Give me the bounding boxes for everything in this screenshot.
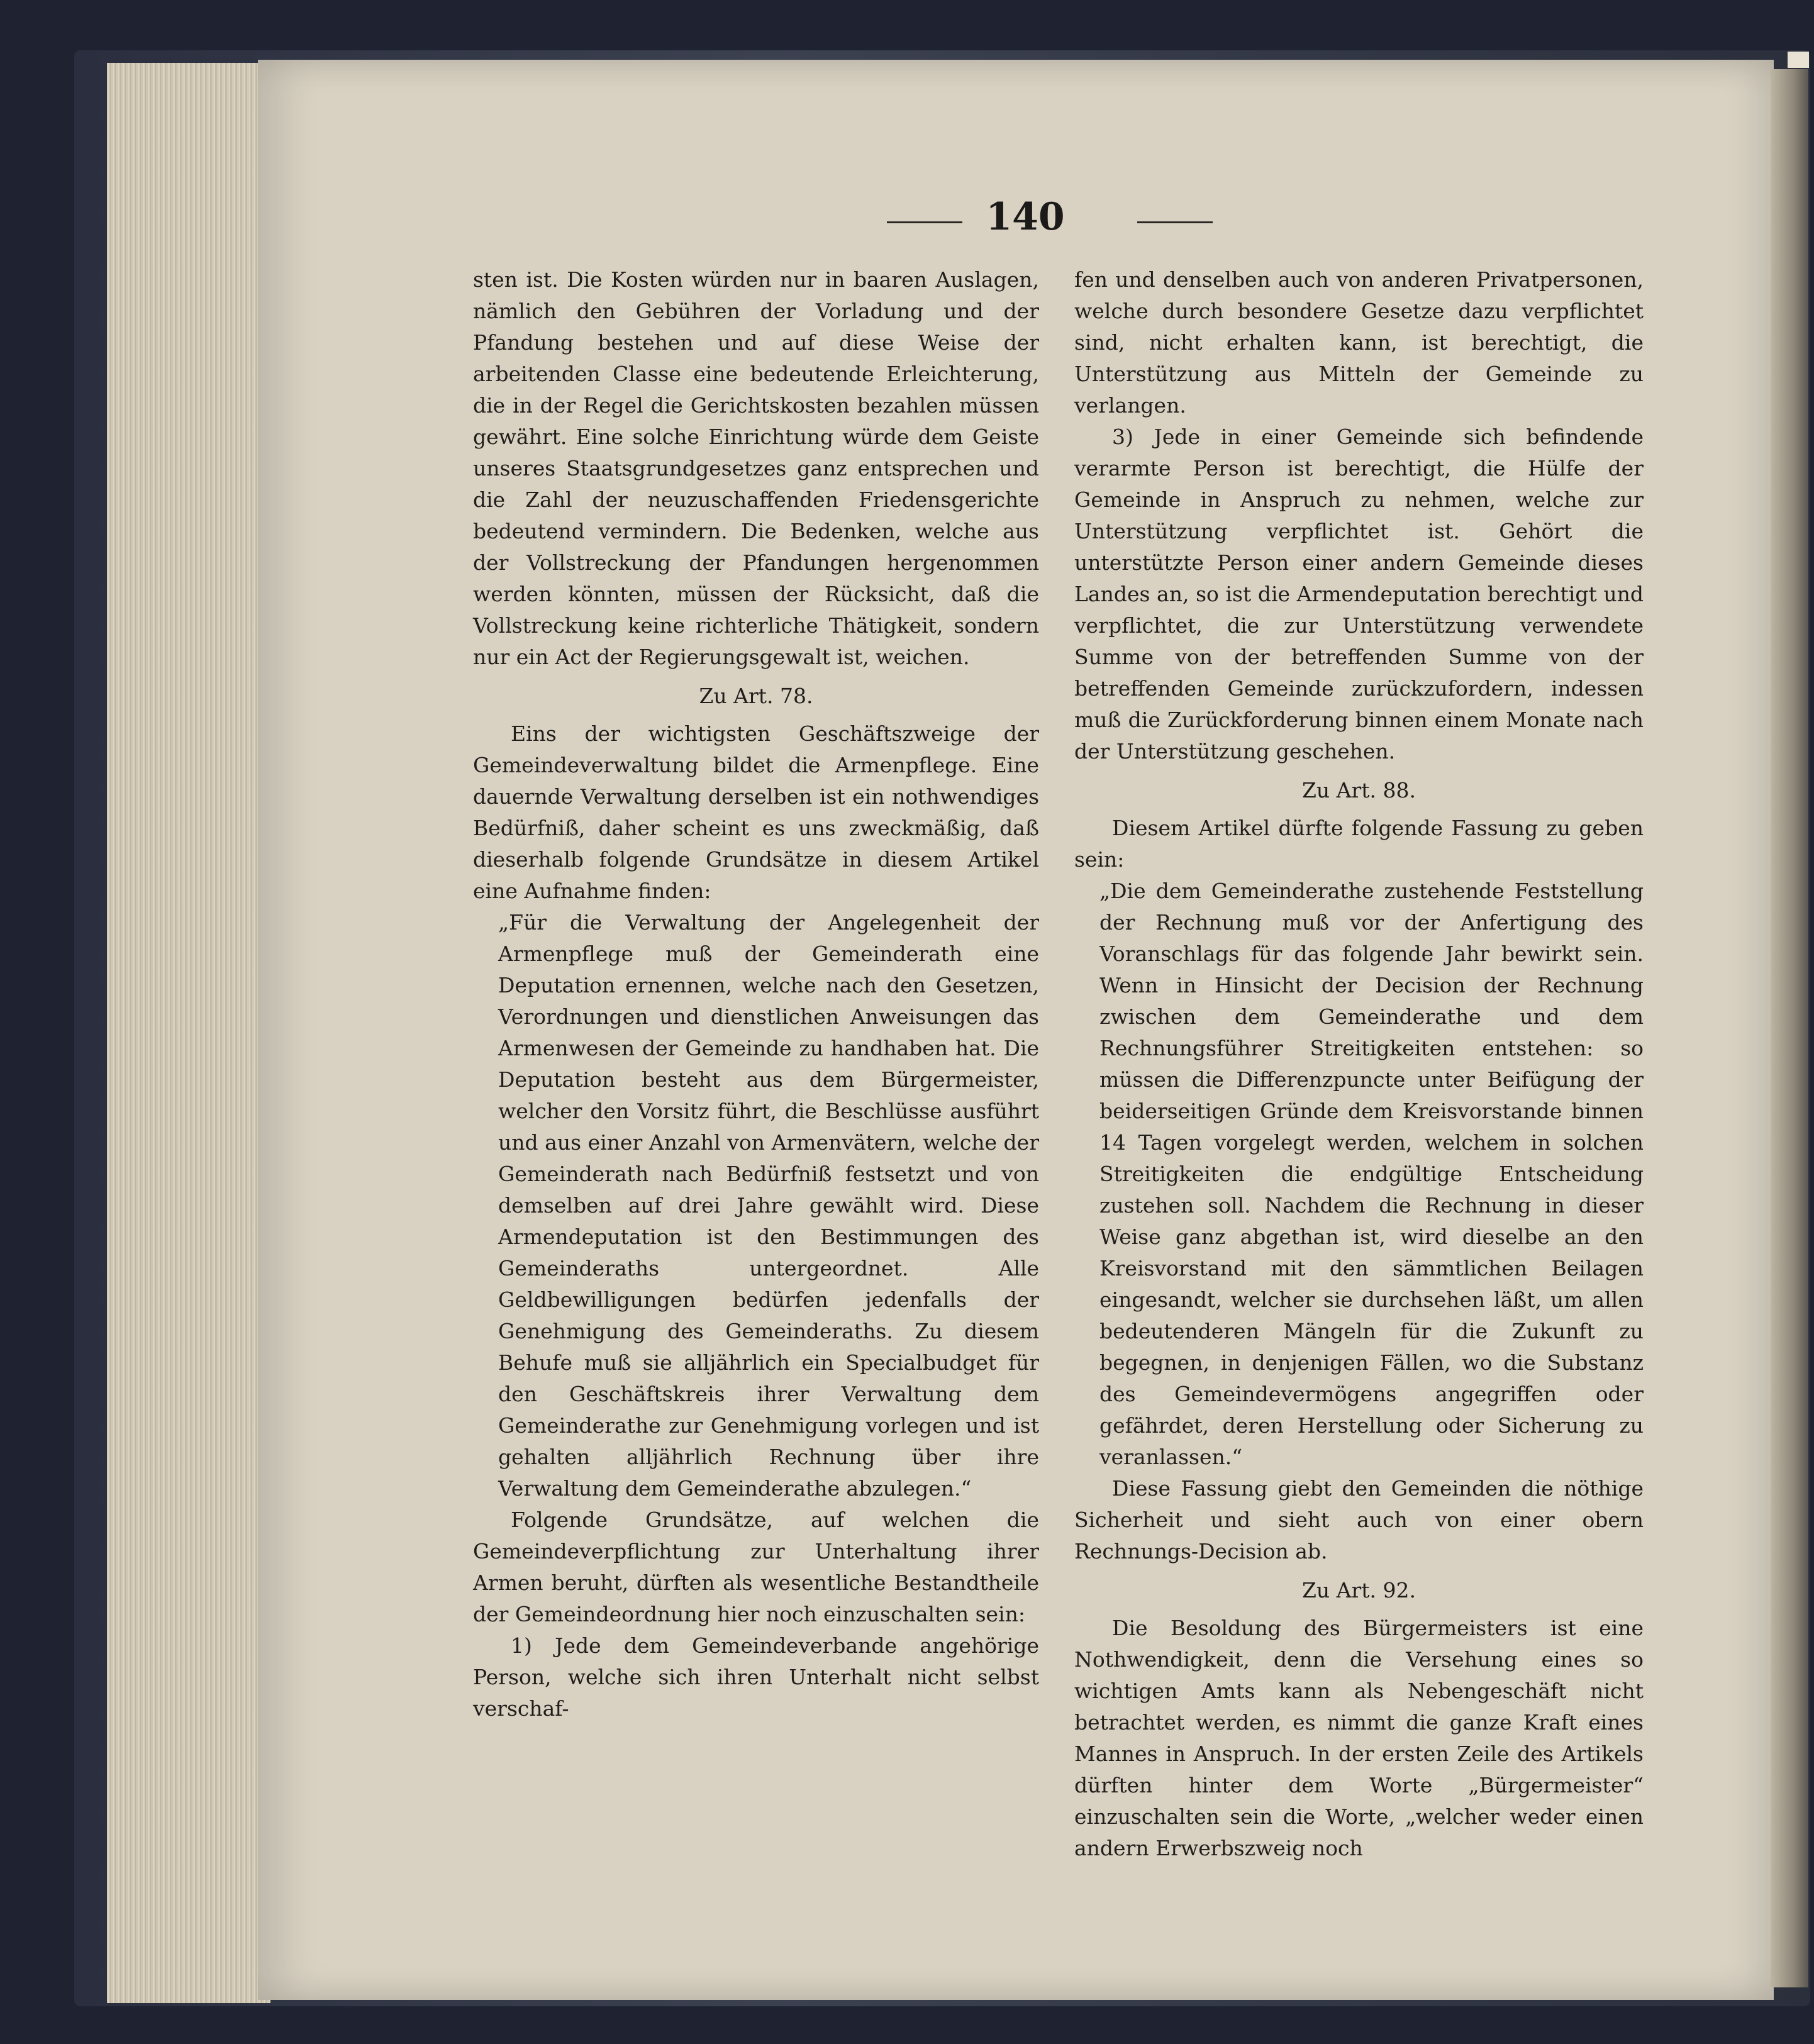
quoted-provision: „Für die Verwaltung der Angelegenheit der Armenpflege muß der Gemeinderath eine Deputation ernennen, welche nach den Gesetzen, Verordnungen und dienstlichen Anweisungen das Armenwesen der Gemeinde zu handhaben hat. Die Deputation besteht aus dem Bürgermeister, welcher den Vorsitz führt, die Beschlüsse ausführt und aus einer Anzahl von Armenvätern, welche der Gemeinderath nach Bedürfniß festsetzt und von demselben auf drei Jahre gewählt wird. Diese Armendeputation ist den Bestimmungen des Gemeinderaths untergeordnet. Alle Geldbewilligungen bedürfen jedenfalls der Genehmigung des Gemeinderaths. Zu diesem Behufe muß sie alljährlich ein Specialbudget für den Geschäftskreis ihrer Verwaltung dem Gemeinderathe zur Genehmigung vorlegen und ist gehalten alljährlich Rechnung über ihre Verwaltung dem Gemeinderathe abzulegen.“ [498,910,1039,1501]
paragraph: Die Besoldung des Bürgermeisters ist eine Nothwendigkeit, denn die Versehung eines so wichtigen Amts kann als Nebengeschäft nicht betrachtet werden, es nimmt die ganze Kraft eines Mannes in Anspruch. In der ersten Zeile des Artikels dürften hinter dem Worte „Bürgermeister“ einzuschalten sein die Worte, „welcher weder einen andern Erwerbszweig noch [1074,1616,1644,1860]
header-rule-left [887,221,962,223]
section-heading: Zu Art. 88. [1301,778,1416,803]
paragraph: Diesem Artikel dürfte folgende Fassung zu geben sein: [1074,816,1644,872]
paragraph: sten ist. Die Kosten würden nur in baaren Auslagen, nämlich den Gebühren der Vorladung und der Pfandung bestehen und auf diese Weise der arbeitenden Classe eine bedeutende Erleichterung, die in der Regel die Gerichtskosten bezahlen müssen gewährt. Eine solche Einrichtung würde dem Geiste unseres Staatsgrundgesetzes ganz entsprechen und die Zahl der neuzuschaffenden Friedensgerichte bedeutend vermindern. Die Bedenken, welche aus der Vollstreckung der Pfandungen hergenommen werden könnten, müssen der Rücksicht, daß die Vollstreckung keine richterliche Thätigkeit, sondern nur ein Act der Regierungsgewalt ist, weichen. [473,267,1039,669]
paragraph: Folgende Grundsätze, auf welchen die Gemeindeverpflichtung zur Unterhaltung ihrer Armen beruht, dürften als wesentliche Bestandtheile der Gemeindeordnung hier noch einzuschalten sein: [473,1508,1039,1626]
corner-tab [1788,52,1809,68]
page-edges-left [107,63,270,2003]
paragraph: Eins der wichtigsten Geschäftszweige der Gemeindeverwaltung bildet die Armenpflege. Eine dauernde Verwaltung derselben ist ein nothwendiges Bedürfniß, daher scheint es uns zweckmäßig, daß dieserhalb folgende Grundsätze in diesem Artikel eine Aufnahme finden: [473,721,1039,903]
quoted-provision: „Die dem Gemeinderathe zustehende Feststellung der Rechnung muß vor der Anfertigung des Voranschlags für das folgende Jahr bewirkt sein. Wenn in Hinsicht der Decision der Rechnung zwischen dem Gemeinderathe und dem Rechnungsführer Streitigkeiten entstehen: so müssen die Differenzpuncte unter Beifügung der beiderseitigen Gründe dem Kreisvorstande binnen 14 Tagen vorgelegt werden, welchem in solchen Streitigkeiten die endgültige Entscheidung zustehen soll. Nachdem die Rechnung in dieser Weise ganz abgethan ist, wird dieselbe an den Kreisvorstand mit den sämmtlichen Beilagen eingesandt, welcher sie durchsehen läßt, um allen bedeutenderen Mängeln für die Zukunft zu begegnen, in denjenigen Fällen, wo die Substanz des Gemeindevermögens angegriffen oder gefährdet, deren Herstellung oder Sicherung zu veranlassen.“ [1099,879,1644,1469]
paragraph: 3) Jede in einer Gemeinde sich befindende verarmte Person ist berechtigt, die Hülfe der Gemeinde in Anspruch zu nehmen, welche zur Unterstützung verpflichtet ist. Gehört die unterstützte Person einer andern Gemeinde dieses Landes an, so ist die Armendeputation berechtigt und verpflichtet, die zur Unterstützung verwendete Summe von der betreffenden Summe von der betreffenden Gemeinde zurückzufordern, indessen muß die Zurückforderung binnen einem Monate nach der Unterstützung geschehen. [1074,425,1644,764]
paragraph: fen und denselben auch von anderen Privatpersonen, welche durch besondere Gesetze dazu verpflichtet sind, nicht erhalten kann, ist berechtigt, die Unterstützung aus Mitteln der Gemeinde zu verlangen. [1074,267,1644,418]
paragraph: Diese Fassung giebt den Gemeinden die nöthige Sicherheit und sieht auch von einer obern Rechnungs-Decision ab. [1074,1476,1644,1564]
page-edge-right [1771,69,1808,1987]
left-column [473,264,1039,1725]
header-rule-right [1137,221,1213,223]
section-heading: Zu Art. 92. [1301,1578,1416,1602]
paragraph: 1) Jede dem Gemeindeverbande angehörige Person, welche sich ihren Unterhalt nicht selbst verschaf- [473,1633,1039,1721]
right-column [1074,264,1644,1864]
page-number: 140 [986,195,1065,239]
section-heading: Zu Art. 78. [699,684,813,708]
